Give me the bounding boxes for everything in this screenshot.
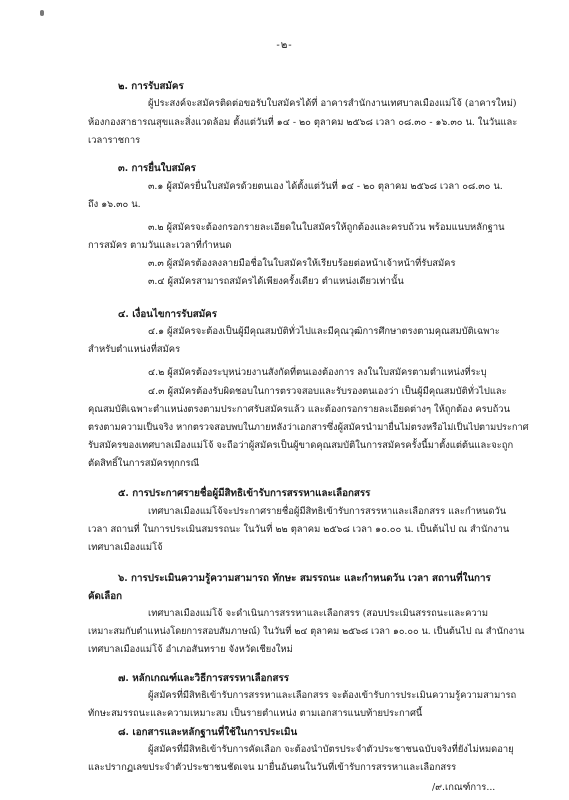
section-7-line-2: ทักษะสมรรถนะและความเหมาะสม เป็นรายตำแหน่ง ตามเอกสารแนบท้ายประกาศนี้ (88, 708, 423, 719)
section-8-line-2: และปรากฏเลขประจำตัวประชาชนชัดเจน มายื่นอันตนในวันที่เข้ารับการสรรหาและเลือกสรร (88, 762, 457, 773)
section-3-line-5: ๓.๓ ผู้สมัครต้องลงลายมือชื่อในใบสมัครให้เรียบร้อยต่อหน้าเจ้าหน้าที่รับสมัคร (148, 258, 456, 269)
section-4-line-2: สำหรับตำแหน่งที่สมัคร (88, 344, 181, 355)
section-4-line-1: ๔.๑ ผู้สมัครจะต้องเป็นผู้มีคุณสมบัติทั่วไปและมีคุณวุฒิการศึกษาตรงตามคุณสมบัติเฉพาะ (148, 326, 500, 337)
section-2-line-3: เวลาราชการ (88, 135, 141, 146)
section-4-line-7: รับสมัครของเทศบาลเมืองแม่โจ้ จะถือว่าผู้สมัครเป็นผู้ขาดคุณสมบัติในการสมัครครั้งนี้มาตั้งแต่ต้นและจะถูก (88, 440, 514, 451)
section-4-line-3: ๔.๒ ผู้สมัครต้องระบุหน่วยงานสังกัดที่ตนเองต้องการ ลงในใบสมัครตามตำแหน่งที่ระบุ (148, 367, 487, 378)
section-2-line-1: ผู้ประสงค์จะสมัครติดต่อขอรับใบสมัครได้ที่ อาคารสำนักงานเทศบาลเมืองแม่โจ้ (อาคารใหม่) (148, 98, 517, 109)
section-6-line-3: เทศบาลเมืองแม่โจ้ อำเภอสันทราย จังหวัดเชียงใหม่ (88, 644, 293, 655)
section-4-line-5: คุณสมบัติเฉพาะตำแหน่งตรงตามประกาศรับสมัครแล้ว และต้องกรอกรายละเอียดต่างๆ ให้ถูกต้อง ครบถ้วน (88, 404, 510, 415)
section-5-line-1: เทศบาลเมืองแม่โจ้จะประกาศรายชื่อผู้มีสิทธิเข้ารับการสรรหาและเลือกสรร และกำหนดวัน (148, 506, 507, 517)
section-4-line-4: ๔.๓ ผู้สมัครต้องรับผิดชอบในการตรวจสอบและรับรองตนเองว่า เป็นผู้มีคุณสมบัติทั่วไปและ (148, 386, 507, 397)
section-2-line-2: ห้องกองสาธารณสุขและสิ่งแวดล้อม ตั้งแต่วันที่ ๑๔ - ๒๐ ตุลาคม ๒๕๖๘ เวลา ๐๘.๓๐ - ๑๖.๓๐ น. ในวันและ (88, 117, 518, 128)
section-5-line-3: เทศบาลเมืองแม่โจ้ (88, 542, 163, 553)
section-3-line-3: ๓.๒ ผู้สมัครจะต้องกรอกรายละเอียดในใบสมัครให้ถูกต้องและครบถ้วน พร้อมแนบหลักฐาน (148, 222, 505, 233)
section-6-line-1: เทศบาลเมืองแม่โจ้ จะดำเนินการสรรหาและเลือกสรร (สอบประเมินสรรถนะและความ (148, 608, 489, 619)
section-5-heading: ๕. การประกาศรายชื่อผู้มีสิทธิเข้ารับการสรรหาและเลือกสรร (118, 488, 371, 499)
section-6-heading: ๖. การประเมินความรู้ความสามารถ ทักษะ สมรรถนะ และกำหนดวัน เวลา สถานที่ในการ (118, 573, 491, 584)
section-7-line-1: ผู้สมัครที่มีสิทธิเข้ารับการสรรหาและเลือกสรร จะต้องเข้ารับการประเมินความรู้ความสามารถ (148, 690, 517, 701)
section-3-heading: ๓. การยื่นใบสมัคร (118, 163, 196, 174)
section-7-heading: ๗. หลักเกณฑ์และวิธีการสรรหาเลือกสรร (118, 673, 289, 684)
section-4-heading: ๔. เงื่อนไขการรับสมัคร (118, 309, 218, 320)
section-3-line-4: การสมัคร ตามวันและเวลาที่กำหนด (88, 240, 232, 251)
scan-mark (40, 10, 44, 16)
section-6-heading-cont: คัดเลือก (88, 591, 123, 602)
page-number: -๒- (276, 40, 293, 51)
section-4-line-6: ตรงตามความเป็นจริง หากตรวจสอบพบในภายหลังว่าเอกสารซึ่งผู้สมัครนำมายื่นไม่ตรงหรือไม่เป็นไปตามประกาศ (88, 422, 529, 433)
section-4-line-8: ตัดสิทธิ์ในการสมัครทุกกรณี (88, 458, 200, 469)
section-8-heading: ๘. เอกสารและหลักฐานที่ใช้ในการประเมิน (118, 727, 298, 738)
section-2-heading: ๒. การรับสมัคร (118, 81, 184, 92)
continuation-text: /๙.เกณฑ์การ... (432, 782, 496, 793)
section-3-line-2: ถึง ๑๖.๓๐ น. (88, 199, 141, 210)
section-3-line-6: ๓.๔ ผู้สมัครสามารถสมัครได้เพียงครั้งเดียว ตำแหน่งเดียวเท่านั้น (148, 276, 404, 287)
section-8-line-1: ผู้สมัครที่มีสิทธิเข้ารับการคัดเลือก จะต้องนำบัตรประจำตัวประชาชนฉบับจริงที่ยังไม่หมดอายุ (148, 744, 514, 755)
section-6-line-2: เหมาะสมกับตำแหน่งโดยการสอบสัมภาษณ์) ในวันที่ ๒๔ ตุลาคม ๒๕๖๘ เวลา ๑๐.๐๐ น. เป็นต้นไป ณ สำนักงาน (88, 626, 525, 637)
section-5-line-2: เวลา สถานที่ ในการประเมินสมรรถนะ ในวันที่ ๒๒ ตุลาคม ๒๕๖๘ เวลา ๑๐.๐๐ น. เป็นต้นไป ณ สำนักงาน (88, 524, 510, 535)
section-3-line-1: ๓.๑ ผู้สมัครยื่นใบสมัครด้วยตนเอง ได้ตั้งแต่วันที่ ๑๔ - ๒๐ ตุลาคม ๒๕๖๘ เวลา ๐๘.๓๐ น. (148, 181, 503, 192)
